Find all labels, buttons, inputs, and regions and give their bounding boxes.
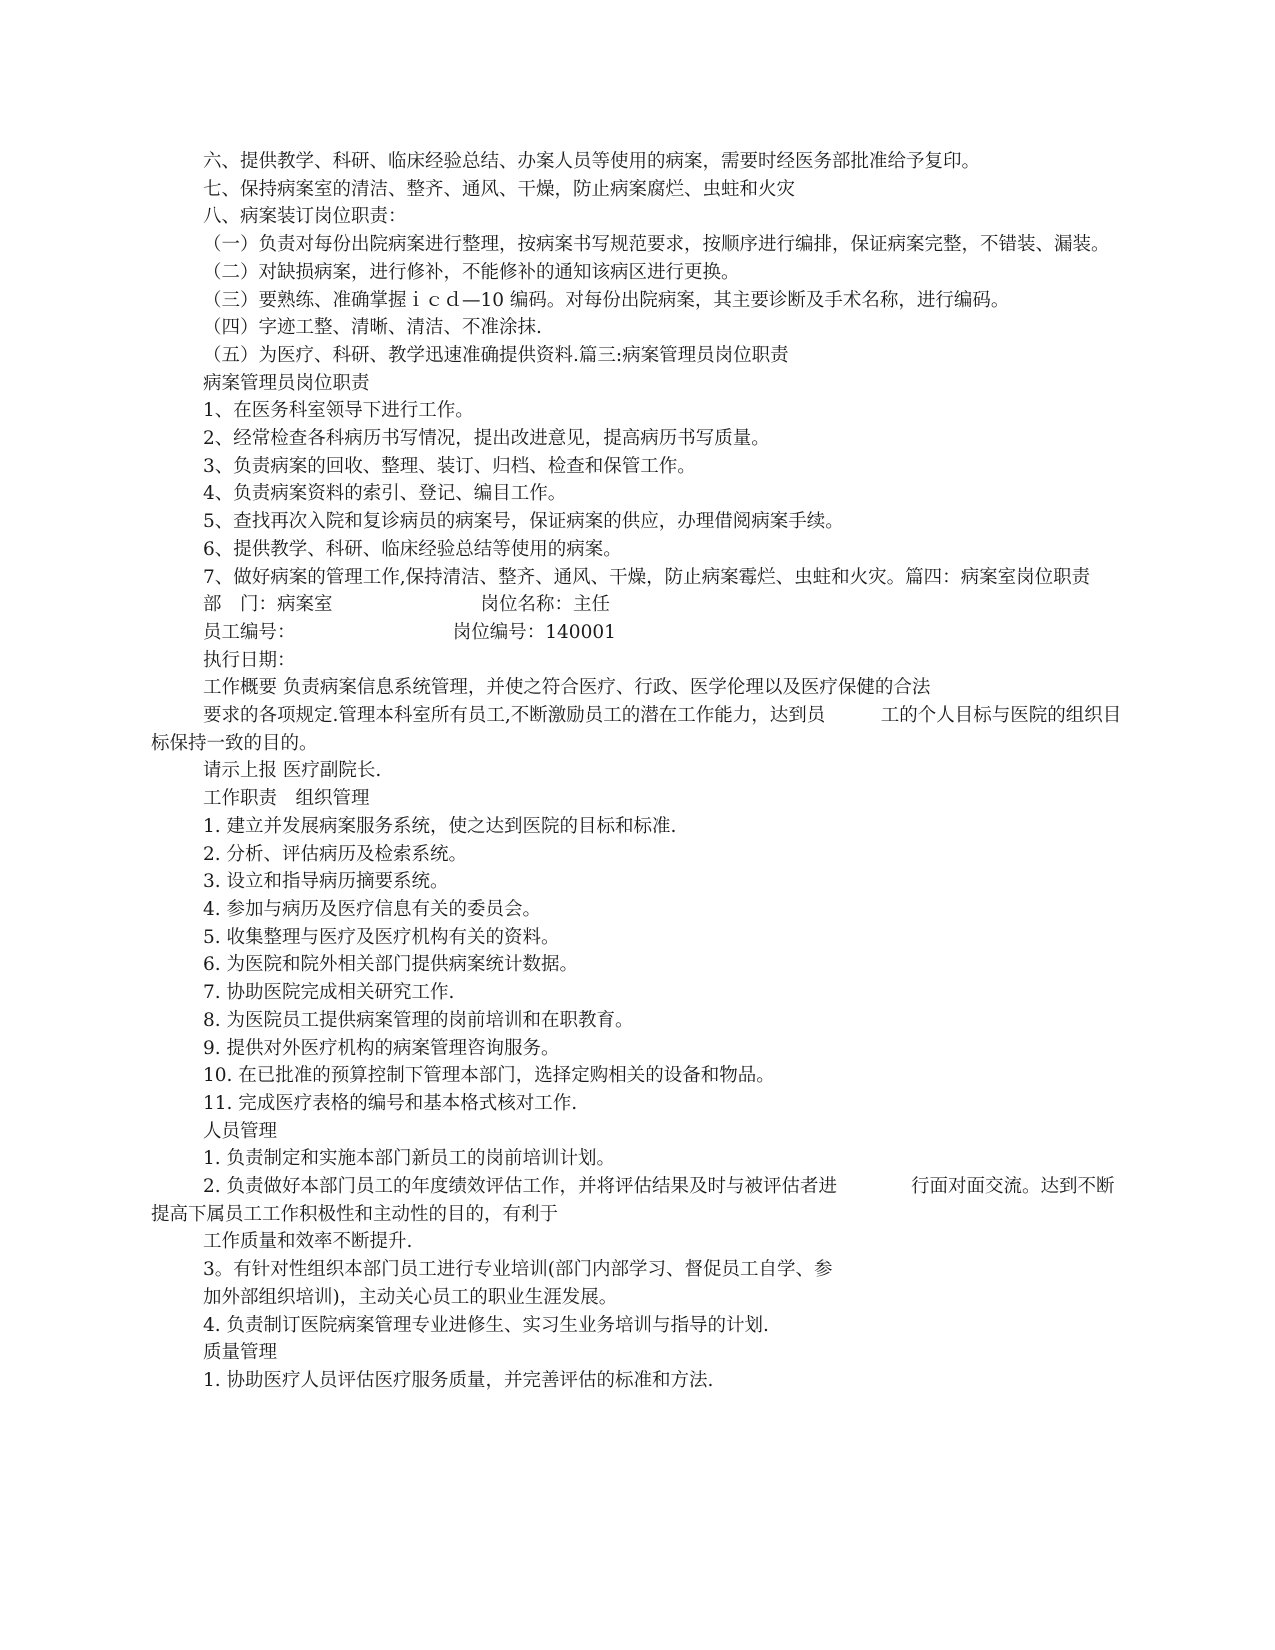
- manager-duty-6: 6、提供教学、科研、临床经验总结等使用的病案。: [203, 538, 622, 560]
- manager-duty-1: 1、在医务科室领导下进行工作。: [203, 400, 474, 422]
- section-org-management: 工作职责 组织管理: [203, 788, 370, 810]
- paragraph-6: 六、提供教学、科研、临床经验总结、办案人员等使用的病案，需要时经医务部批准给予复印。: [203, 151, 981, 172]
- org-item-6: 6. 为医院和院外相关部门提供病案统计数据。: [203, 954, 579, 976]
- work-summary-cont: 要求的各项规定.管理本科室所有员工,不断激励员工的潜在工作能力，达到员 工的个人目标与医院的组织目标保持一致的目的。: [151, 705, 1122, 754]
- work-summary: 工作概要 负责病案信息系统管理，并使之符合医疗、行政、医学伦理以及医疗保健的合法: [203, 677, 931, 699]
- department-line: 部 门：病案室 岗位名称：主任: [203, 594, 611, 616]
- employee-number-line: 员工编号： 岗位编号：140001: [203, 621, 616, 643]
- personnel-item-3-cont: 加外部组织培训)，主动关心员工的职业生涯发展。: [203, 1286, 618, 1308]
- section-quality: 质量管理: [203, 1342, 278, 1364]
- quality-item-1: 1. 协助医疗人员评估医疗服务质量，并完善评估的标准和方法.: [203, 1369, 714, 1391]
- personnel-item-1: 1. 负责制定和实施本部门新员工的岗前培训计划。: [203, 1148, 616, 1170]
- report-to: 请示上报 医疗副院长.: [203, 760, 382, 782]
- binding-duty-5: （五）为医疗、科研、教学迅速准确提供资料.篇三:病案管理员岗位职责: [203, 344, 789, 366]
- org-item-7: 7. 协助医院完成相关研究工作.: [203, 982, 455, 1004]
- personnel-item-2-cont: 工作质量和效率不断提升.: [203, 1231, 413, 1253]
- org-item-3: 3. 设立和指导病历摘要系统。: [203, 871, 449, 893]
- org-item-11: 11. 完成医疗表格的编号和基本格式核对工作.: [203, 1092, 578, 1114]
- binding-duty-1: （一）负责对每份出院病案进行整理，按病案书写规范要求，按顺序进行编排，保证病案完整，不错装、漏装。: [203, 234, 1110, 256]
- org-item-10: 10. 在已批准的预算控制下管理本部门，选择定购相关的设备和物品。: [203, 1065, 775, 1087]
- effective-date-line: 执行日期：: [203, 649, 296, 671]
- org-item-8: 8. 为医院员工提供病案管理的岗前培训和在职教育。: [203, 1009, 634, 1031]
- personnel-item-3: 3。有针对性组织本部门员工进行专业培训(部门内部学习、督促员工自学、参: [203, 1259, 833, 1281]
- manager-duty-4: 4、负责病案资料的索引、登记、编目工作。: [203, 483, 567, 505]
- manager-duty-5: 5、查找再次入院和复诊病员的病案号，保证病案的供应，办理借阅病案手续。: [203, 511, 844, 533]
- section-personnel: 人员管理: [203, 1120, 278, 1142]
- org-item-2: 2. 分析、评估病历及检索系统。: [203, 843, 468, 865]
- org-item-4: 4. 参加与病历及医疗信息有关的委员会。: [203, 898, 542, 920]
- personnel-item-4: 4. 负责制订医院病案管理专业进修生、实习生业务培训与指导的计划.: [203, 1314, 769, 1336]
- section-title-manager: 病案管理员岗位职责: [203, 372, 370, 394]
- binding-duty-2: （二）对缺损病案，进行修补，不能修补的通知该病区进行更换。: [203, 261, 740, 283]
- personnel-item-2: 2. 负责做好本部门员工的年度绩效评估工作，并将评估结果及时与被评估者进 行面对面交流。达到不断提高下属员工工作积极性和主动性的目的，有利于: [151, 1176, 1115, 1225]
- org-item-1: 1. 建立并发展病案服务系统，使之达到医院的目标和标准.: [203, 815, 677, 837]
- paragraph-8-heading: 八、病案装订岗位职责：: [203, 206, 407, 228]
- manager-duty-2: 2、经常检查各科病历书写情况，提出改进意见，提高病历书写质量。: [203, 428, 770, 450]
- binding-duty-4: （四）字迹工整、清晰、清洁、不准涂抹.: [203, 317, 542, 339]
- org-item-9: 9. 提供对外医疗机构的病案管理咨询服务。: [203, 1037, 560, 1059]
- manager-duty-7: 7、做好病案的管理工作,保持清洁、整齐、通风、干燥，防止病案霉烂、虫蛀和火灾。篇四：病案室岗位职责: [203, 566, 1091, 588]
- document-body: [151, 148, 1126, 1395]
- org-item-5: 5. 收集整理与医疗及医疗机构有关的资料。: [203, 926, 560, 948]
- manager-duty-3: 3、负责病案的回收、整理、装订、归档、检查和保管工作。: [203, 455, 696, 477]
- paragraph-7: 七、保持病案室的清洁、整齐、通风、干燥，防止病案腐烂、虫蛀和火灾: [203, 178, 796, 200]
- binding-duty-3: （三）要熟练、准确掌握ｉｃｄ—10 编码。对每份出院病案，其主要诊断及手术名称，进行编码。: [203, 289, 1010, 311]
